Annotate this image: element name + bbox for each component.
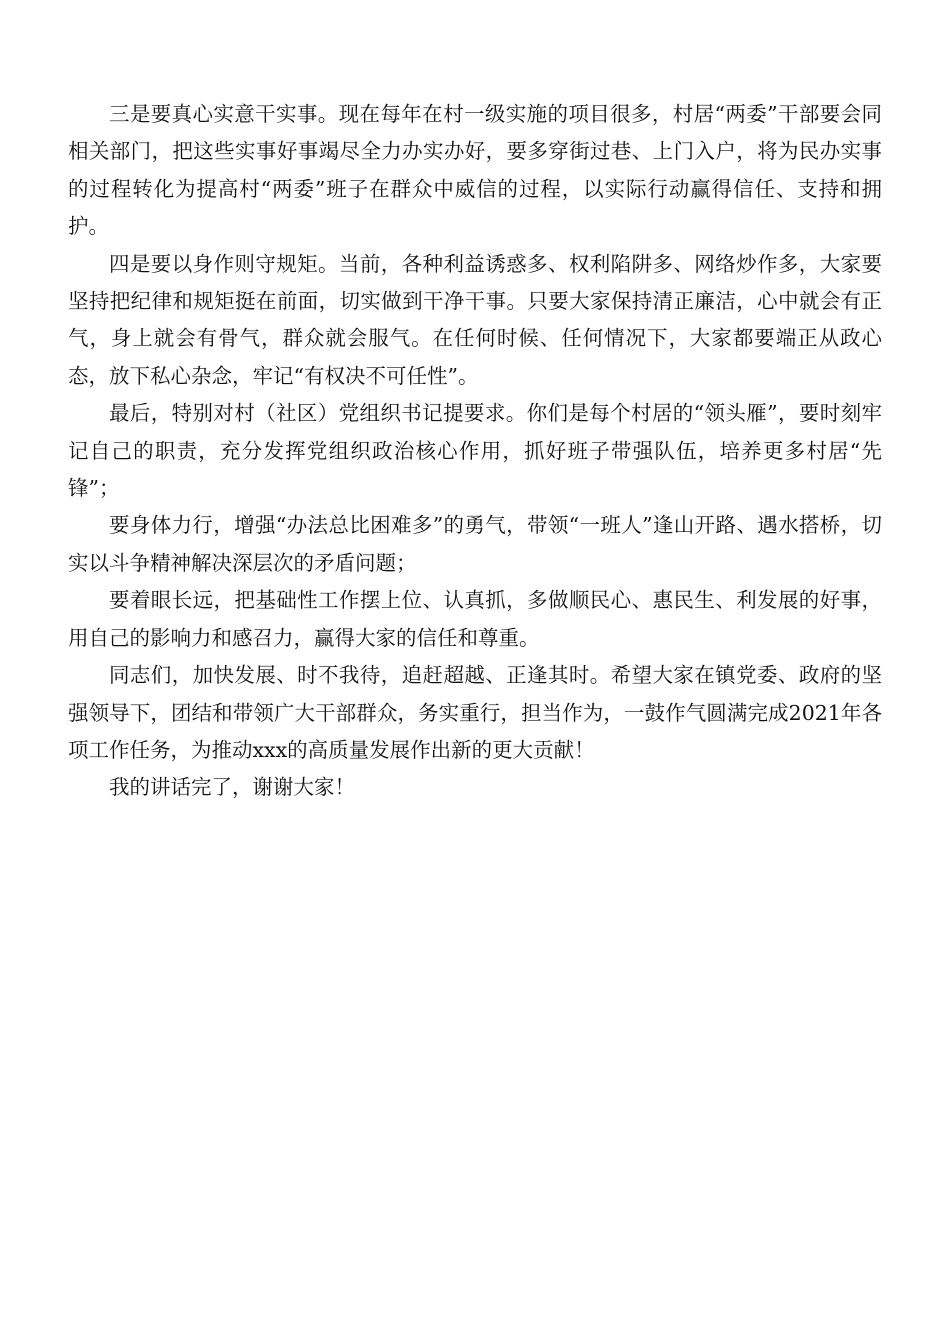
paragraph-2: 四是要以身作则守规矩。当前，各种利益诱惑多、权利陷阱多、网络炒作多，大家要坚持把纪律和规矩挺在前面，切实做到干净干事。只要大家保持清正廉洁，心中就会有正气，身上就会有骨气，群众就会服气。在任何时候、任何情况下，大家都要端正从政心态，放下私心杂念，牢记“有权决不可任性”。 [68, 251, 882, 388]
paragraph-3: 最后，特别对村（社区）党组织书记提要求。你们是每个村居的“领头雁”，要时刻牢记自己的职责，充分发挥党组织政治核心作用，抓好班子带强队伍，培养更多村居“先锋”； [68, 401, 882, 501]
paragraph-5: 要着眼长远，把基础性工作摆上位、认真抓，多做顺民心、惠民生、利发展的好事，用自己的影响力和感召力，赢得大家的信任和尊重。 [68, 588, 882, 650]
paragraph-1: 三是要真心实意干实事。现在每年在村一级实施的项目很多，村居“两委”干部要会同相关部门，把这些实事好事竭尽全力办实办好，要多穿街过巷、上门入户，将为民办实事的过程转化为提高村“两委”班子在群众中威信的过程，以实际行动赢得信任、支持和拥护。 [68, 102, 882, 239]
document-body [68, 96, 882, 807]
paragraph-4: 要身体力行，增强“办法总比困难多”的勇气，带领“一班人”逢山开路、遇水搭桥，切实以斗争精神解决深层次的矛盾问题； [68, 513, 882, 575]
paragraph-7: 我的讲话完了，谢谢大家！ [109, 775, 355, 800]
paragraph-6: 同志们，加快发展、时不我待，追赶超越、正逢其时。希望大家在镇党委、政府的坚强领导下，团结和带领广大干部群众，务实重行，担当作为，一鼓作气圆满完成2021年各项工作任务，为推动xxx的高质量发展作出新的更大贡献！ [68, 663, 882, 762]
